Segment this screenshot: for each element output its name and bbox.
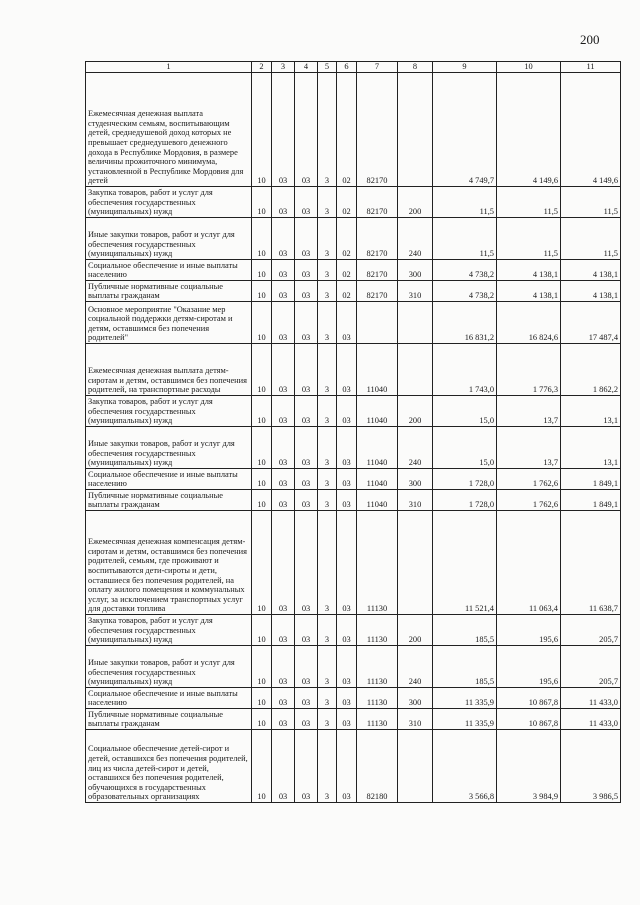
amount-year-3-cell: 13,1 bbox=[561, 427, 621, 469]
row-name-cell: Ежемесячная денежная компенсация детям-сиротам и детям, оставшимся без попечения родителей, семьям, где проживают и воспитываются дети-сироты и дети, оставшиеся без попечения родителей, на оплату жилого помещения и коммунальных услуг, за исключением транспортных услуг для доставки топлива bbox=[86, 511, 252, 615]
expense-type-cell: 200 bbox=[398, 396, 433, 427]
amount-year-1-cell: 4 738,2 bbox=[433, 260, 497, 281]
amount-year-1-cell: 1 743,0 bbox=[433, 344, 497, 396]
event-code-cell: 03 bbox=[337, 396, 357, 427]
expense-type-cell: 200 bbox=[398, 615, 433, 646]
program-code-cell: 03 bbox=[295, 646, 318, 688]
subsection-code-cell: 03 bbox=[272, 709, 295, 730]
expense-type-cell: 240 bbox=[398, 646, 433, 688]
direction-code-cell: 82170 bbox=[357, 218, 398, 260]
direction-code-cell: 11130 bbox=[357, 709, 398, 730]
event-code-cell: 03 bbox=[337, 344, 357, 396]
amount-year-2-cell: 3 984,9 bbox=[497, 730, 561, 803]
column-header: 5 bbox=[318, 62, 337, 73]
section-code-cell: 10 bbox=[252, 490, 272, 511]
amount-year-3-cell: 13,1 bbox=[561, 396, 621, 427]
subprogram-code-cell: 3 bbox=[318, 427, 337, 469]
subprogram-code-cell: 3 bbox=[318, 260, 337, 281]
subsection-code-cell: 03 bbox=[272, 260, 295, 281]
subprogram-code-cell: 3 bbox=[318, 344, 337, 396]
event-code-cell: 02 bbox=[337, 281, 357, 302]
table-row bbox=[86, 469, 621, 490]
column-header: 10 bbox=[497, 62, 561, 73]
column-header: 9 bbox=[433, 62, 497, 73]
section-code-cell: 10 bbox=[252, 730, 272, 803]
section-code-cell: 10 bbox=[252, 615, 272, 646]
direction-code-cell: 11130 bbox=[357, 615, 398, 646]
program-code-cell: 03 bbox=[295, 469, 318, 490]
table-row bbox=[86, 396, 621, 427]
event-code-cell: 03 bbox=[337, 427, 357, 469]
expense-type-cell: 310 bbox=[398, 709, 433, 730]
section-code-cell: 10 bbox=[252, 73, 272, 187]
amount-year-3-cell: 11 433,0 bbox=[561, 688, 621, 709]
section-code-cell: 10 bbox=[252, 688, 272, 709]
direction-code-cell: 11040 bbox=[357, 490, 398, 511]
amount-year-2-cell: 13,7 bbox=[497, 396, 561, 427]
expense-type-cell: 240 bbox=[398, 218, 433, 260]
amount-year-3-cell: 4 138,1 bbox=[561, 260, 621, 281]
subprogram-code-cell: 3 bbox=[318, 469, 337, 490]
table-row bbox=[86, 490, 621, 511]
direction-code-cell: 82180 bbox=[357, 730, 398, 803]
section-code-cell: 10 bbox=[252, 187, 272, 218]
expense-type-cell bbox=[398, 511, 433, 615]
section-code-cell: 10 bbox=[252, 281, 272, 302]
column-header: 8 bbox=[398, 62, 433, 73]
amount-year-1-cell: 11 335,9 bbox=[433, 688, 497, 709]
amount-year-3-cell: 11,5 bbox=[561, 187, 621, 218]
subprogram-code-cell: 3 bbox=[318, 511, 337, 615]
direction-code-cell: 11130 bbox=[357, 511, 398, 615]
expense-type-cell: 310 bbox=[398, 281, 433, 302]
event-code-cell: 03 bbox=[337, 490, 357, 511]
program-code-cell: 03 bbox=[295, 73, 318, 187]
amount-year-1-cell: 11 521,4 bbox=[433, 511, 497, 615]
direction-code-cell: 11040 bbox=[357, 427, 398, 469]
subsection-code-cell: 03 bbox=[272, 73, 295, 187]
section-code-cell: 10 bbox=[252, 511, 272, 615]
amount-year-3-cell: 4 138,1 bbox=[561, 281, 621, 302]
amount-year-1-cell: 185,5 bbox=[433, 646, 497, 688]
program-code-cell: 03 bbox=[295, 302, 318, 344]
direction-code-cell: 11040 bbox=[357, 469, 398, 490]
program-code-cell: 03 bbox=[295, 688, 318, 709]
amount-year-3-cell: 3 986,5 bbox=[561, 730, 621, 803]
column-header: 11 bbox=[561, 62, 621, 73]
subprogram-code-cell: 3 bbox=[318, 187, 337, 218]
subsection-code-cell: 03 bbox=[272, 688, 295, 709]
subprogram-code-cell: 3 bbox=[318, 615, 337, 646]
amount-year-1-cell: 15,0 bbox=[433, 396, 497, 427]
subsection-code-cell: 03 bbox=[272, 396, 295, 427]
column-header: 4 bbox=[295, 62, 318, 73]
subsection-code-cell: 03 bbox=[272, 730, 295, 803]
program-code-cell: 03 bbox=[295, 281, 318, 302]
direction-code-cell: 11040 bbox=[357, 344, 398, 396]
amount-year-2-cell: 1 762,6 bbox=[497, 490, 561, 511]
direction-code-cell: 82170 bbox=[357, 187, 398, 218]
event-code-cell: 03 bbox=[337, 511, 357, 615]
row-name-cell: Закупка товаров, работ и услуг для обеспечения государственных (муниципальных) нужд bbox=[86, 396, 252, 427]
amount-year-3-cell: 11 433,0 bbox=[561, 709, 621, 730]
amount-year-1-cell: 16 831,2 bbox=[433, 302, 497, 344]
expense-type-cell bbox=[398, 730, 433, 803]
section-code-cell: 10 bbox=[252, 469, 272, 490]
row-name-cell: Социальное обеспечение и иные выплаты населению bbox=[86, 688, 252, 709]
amount-year-3-cell: 4 149,6 bbox=[561, 73, 621, 187]
column-header: 3 bbox=[272, 62, 295, 73]
column-header: 1 bbox=[86, 62, 252, 73]
amount-year-3-cell: 205,7 bbox=[561, 615, 621, 646]
event-code-cell: 02 bbox=[337, 260, 357, 281]
column-header: 2 bbox=[252, 62, 272, 73]
row-name-cell: Публичные нормативные социальные выплаты гражданам bbox=[86, 709, 252, 730]
subsection-code-cell: 03 bbox=[272, 511, 295, 615]
amount-year-3-cell: 1 862,2 bbox=[561, 344, 621, 396]
event-code-cell: 03 bbox=[337, 615, 357, 646]
direction-code-cell: 11040 bbox=[357, 396, 398, 427]
subprogram-code-cell: 3 bbox=[318, 490, 337, 511]
amount-year-1-cell: 11,5 bbox=[433, 187, 497, 218]
row-name-cell: Публичные нормативные социальные выплаты гражданам bbox=[86, 281, 252, 302]
table-row bbox=[86, 511, 621, 615]
subprogram-code-cell: 3 bbox=[318, 281, 337, 302]
amount-year-2-cell: 195,6 bbox=[497, 615, 561, 646]
expense-type-cell: 300 bbox=[398, 688, 433, 709]
subprogram-code-cell: 3 bbox=[318, 688, 337, 709]
subsection-code-cell: 03 bbox=[272, 302, 295, 344]
amount-year-1-cell: 11,5 bbox=[433, 218, 497, 260]
amount-year-2-cell: 11,5 bbox=[497, 187, 561, 218]
direction-code-cell: 82170 bbox=[357, 281, 398, 302]
subsection-code-cell: 03 bbox=[272, 344, 295, 396]
amount-year-3-cell: 11 638,7 bbox=[561, 511, 621, 615]
event-code-cell: 03 bbox=[337, 302, 357, 344]
amount-year-3-cell: 1 849,1 bbox=[561, 469, 621, 490]
event-code-cell: 02 bbox=[337, 187, 357, 218]
table-row bbox=[86, 615, 621, 646]
program-code-cell: 03 bbox=[295, 396, 318, 427]
amount-year-1-cell: 1 728,0 bbox=[433, 490, 497, 511]
page-number: 200 bbox=[580, 32, 600, 47]
expense-type-cell bbox=[398, 302, 433, 344]
event-code-cell: 03 bbox=[337, 469, 357, 490]
row-name-cell: Социальное обеспечение детей-сирот и детей, оставшихся без попечения родителей, лиц из числа детей-сирот и детей, оставшихся без попечения родителей, обучающихся в государственных образовательных организациях bbox=[86, 730, 252, 803]
column-header: 6 bbox=[337, 62, 357, 73]
column-header: 7 bbox=[357, 62, 398, 73]
table-row bbox=[86, 218, 621, 260]
table-row bbox=[86, 281, 621, 302]
amount-year-2-cell: 11,5 bbox=[497, 218, 561, 260]
row-name-cell: Иные закупки товаров, работ и услуг для обеспечения государственных (муниципальных) нужд bbox=[86, 218, 252, 260]
amount-year-1-cell: 15,0 bbox=[433, 427, 497, 469]
subsection-code-cell: 03 bbox=[272, 218, 295, 260]
expense-type-cell bbox=[398, 73, 433, 187]
section-code-cell: 10 bbox=[252, 260, 272, 281]
amount-year-1-cell: 3 566,8 bbox=[433, 730, 497, 803]
table-row bbox=[86, 709, 621, 730]
section-code-cell: 10 bbox=[252, 427, 272, 469]
table-row bbox=[86, 427, 621, 469]
table-row bbox=[86, 688, 621, 709]
amount-year-3-cell: 205,7 bbox=[561, 646, 621, 688]
program-code-cell: 03 bbox=[295, 218, 318, 260]
direction-code-cell: 82170 bbox=[357, 260, 398, 281]
amount-year-2-cell: 10 867,8 bbox=[497, 709, 561, 730]
program-code-cell: 03 bbox=[295, 615, 318, 646]
event-code-cell: 03 bbox=[337, 688, 357, 709]
program-code-cell: 03 bbox=[295, 344, 318, 396]
event-code-cell: 03 bbox=[337, 730, 357, 803]
expense-type-cell bbox=[398, 344, 433, 396]
table-row bbox=[86, 302, 621, 344]
subprogram-code-cell: 3 bbox=[318, 709, 337, 730]
amount-year-1-cell: 11 335,9 bbox=[433, 709, 497, 730]
program-code-cell: 03 bbox=[295, 511, 318, 615]
expense-type-cell: 200 bbox=[398, 187, 433, 218]
table-header-row bbox=[86, 62, 621, 73]
subsection-code-cell: 03 bbox=[272, 646, 295, 688]
subsection-code-cell: 03 bbox=[272, 469, 295, 490]
subsection-code-cell: 03 bbox=[272, 281, 295, 302]
amount-year-2-cell: 1 776,3 bbox=[497, 344, 561, 396]
direction-code-cell: 11130 bbox=[357, 646, 398, 688]
table-row bbox=[86, 73, 621, 187]
amount-year-3-cell: 17 487,4 bbox=[561, 302, 621, 344]
direction-code-cell: 82170 bbox=[357, 73, 398, 187]
amount-year-1-cell: 1 728,0 bbox=[433, 469, 497, 490]
amount-year-1-cell: 185,5 bbox=[433, 615, 497, 646]
direction-code-cell bbox=[357, 302, 398, 344]
subprogram-code-cell: 3 bbox=[318, 646, 337, 688]
amount-year-1-cell: 4 749,7 bbox=[433, 73, 497, 187]
expense-type-cell: 240 bbox=[398, 427, 433, 469]
budget-table bbox=[85, 61, 621, 803]
amount-year-2-cell: 1 762,6 bbox=[497, 469, 561, 490]
amount-year-2-cell: 4 138,1 bbox=[497, 281, 561, 302]
section-code-cell: 10 bbox=[252, 344, 272, 396]
section-code-cell: 10 bbox=[252, 709, 272, 730]
row-name-cell: Социальное обеспечение и иные выплаты населению bbox=[86, 469, 252, 490]
section-code-cell: 10 bbox=[252, 396, 272, 427]
subsection-code-cell: 03 bbox=[272, 187, 295, 218]
event-code-cell: 02 bbox=[337, 218, 357, 260]
event-code-cell: 03 bbox=[337, 646, 357, 688]
program-code-cell: 03 bbox=[295, 490, 318, 511]
row-name-cell: Иные закупки товаров, работ и услуг для обеспечения государственных (муниципальных) нужд bbox=[86, 646, 252, 688]
program-code-cell: 03 bbox=[295, 427, 318, 469]
expense-type-cell: 300 bbox=[398, 469, 433, 490]
amount-year-1-cell: 4 738,2 bbox=[433, 281, 497, 302]
table-row bbox=[86, 344, 621, 396]
table-row bbox=[86, 187, 621, 218]
row-name-cell: Иные закупки товаров, работ и услуг для обеспечения государственных (муниципальных) нужд bbox=[86, 427, 252, 469]
amount-year-2-cell: 10 867,8 bbox=[497, 688, 561, 709]
subsection-code-cell: 03 bbox=[272, 490, 295, 511]
program-code-cell: 03 bbox=[295, 187, 318, 218]
expense-type-cell: 310 bbox=[398, 490, 433, 511]
program-code-cell: 03 bbox=[295, 709, 318, 730]
program-code-cell: 03 bbox=[295, 730, 318, 803]
section-code-cell: 10 bbox=[252, 302, 272, 344]
program-code-cell: 03 bbox=[295, 260, 318, 281]
row-name-cell: Социальное обеспечение и иные выплаты населению bbox=[86, 260, 252, 281]
subsection-code-cell: 03 bbox=[272, 615, 295, 646]
amount-year-3-cell: 11,5 bbox=[561, 218, 621, 260]
amount-year-2-cell: 195,6 bbox=[497, 646, 561, 688]
amount-year-3-cell: 1 849,1 bbox=[561, 490, 621, 511]
subprogram-code-cell: 3 bbox=[318, 730, 337, 803]
table-row bbox=[86, 260, 621, 281]
row-name-cell: Закупка товаров, работ и услуг для обеспечения государственных (муниципальных) нужд bbox=[86, 615, 252, 646]
subsection-code-cell: 03 bbox=[272, 427, 295, 469]
event-code-cell: 03 bbox=[337, 709, 357, 730]
direction-code-cell: 11130 bbox=[357, 688, 398, 709]
section-code-cell: 10 bbox=[252, 218, 272, 260]
amount-year-2-cell: 4 149,6 bbox=[497, 73, 561, 187]
row-name-cell: Основное мероприятие "Оказание мер социальной поддержки детям-сиротам и детям, оставшимся без попечения родителей" bbox=[86, 302, 252, 344]
subprogram-code-cell: 3 bbox=[318, 73, 337, 187]
subprogram-code-cell: 3 bbox=[318, 396, 337, 427]
table-row bbox=[86, 730, 621, 803]
table-row bbox=[86, 646, 621, 688]
amount-year-2-cell: 11 063,4 bbox=[497, 511, 561, 615]
amount-year-2-cell: 4 138,1 bbox=[497, 260, 561, 281]
subprogram-code-cell: 3 bbox=[318, 218, 337, 260]
amount-year-2-cell: 16 824,6 bbox=[497, 302, 561, 344]
section-code-cell: 10 bbox=[252, 646, 272, 688]
row-name-cell: Закупка товаров, работ и услуг для обеспечения государственных (муниципальных) нужд bbox=[86, 187, 252, 218]
amount-year-2-cell: 13,7 bbox=[497, 427, 561, 469]
subprogram-code-cell: 3 bbox=[318, 302, 337, 344]
row-name-cell: Ежемесячная денежная выплата детям-сиротам и детям, оставшимся без попечения родителей, на транспортные расходы bbox=[86, 344, 252, 396]
row-name-cell: Публичные нормативные социальные выплаты гражданам bbox=[86, 490, 252, 511]
row-name-cell: Ежемесячная денежная выплата студенческим семьям, воспитывающим детей, среднедушевой доход которых не превышает среднедушевого денежного дохода в Республике Мордовия, в размере величины прожиточного минимума, установленной в Республике Мордовия для детей bbox=[86, 73, 252, 187]
event-code-cell: 02 bbox=[337, 73, 357, 187]
expense-type-cell: 300 bbox=[398, 260, 433, 281]
